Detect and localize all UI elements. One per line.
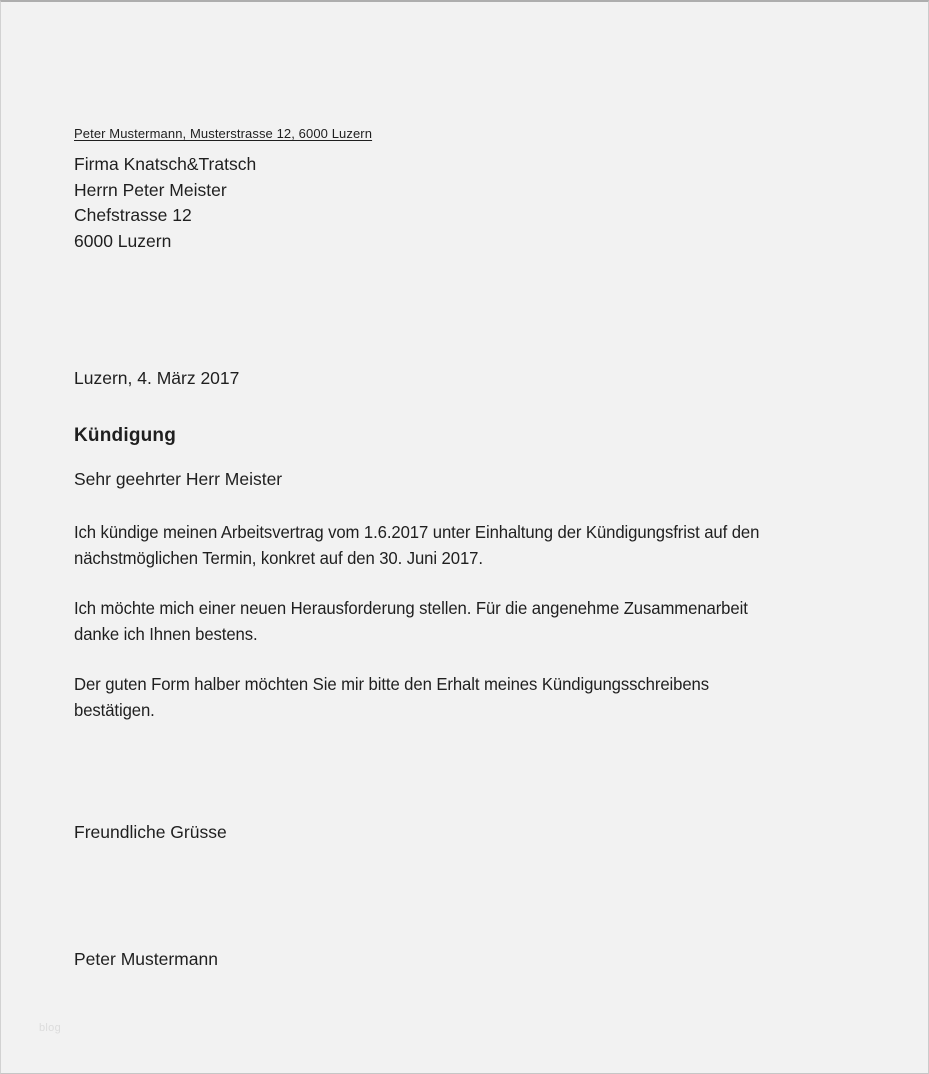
signature-name: Peter Mustermann — [74, 949, 218, 969]
date-line: Luzern, 4. März 2017 — [74, 368, 240, 388]
paragraph-line: Der guten Form halber möchten Sie mir bitte den Erhalt meines Kündigungsschreibens — [74, 674, 710, 694]
body-paragraph-3 — [74, 671, 739, 723]
paragraph-line: danke ich Ihnen bestens. — [74, 624, 258, 644]
recipient-city: 6000 Luzern — [74, 230, 172, 251]
paragraph-line: Ich möchte mich einer neuen Herausforderung stellen. Für die angenehme Zusammenarbeit — [74, 598, 748, 618]
recipient-address-block — [74, 152, 256, 254]
salutation: Sehr geehrter Herr Meister — [74, 469, 283, 489]
sender-address-line: Peter Mustermann, Musterstrasse 12, 6000 Luzern — [74, 126, 373, 141]
recipient-company: Firma Knatsch&Tratsch — [74, 154, 257, 174]
recipient-street: Chefstrasse 12 — [74, 205, 192, 226]
paragraph-line: bestätigen. — [74, 700, 155, 720]
subject-heading: Kündigung — [74, 425, 177, 446]
paragraph-line: nächstmöglichen Termin, konkret auf den 30. Juni 2017. — [74, 548, 483, 568]
body-paragraph-2 — [74, 595, 780, 647]
watermark-text: blog — [39, 1022, 61, 1034]
closing-phrase: Freundliche Grüsse — [74, 822, 227, 842]
paragraph-line: Ich kündige meinen Arbeitsvertrag vom 1.6.2017 unter Einhaltung der Kündigungsfrist auf den — [74, 522, 760, 542]
recipient-name: Herrn Peter Meister — [74, 179, 227, 200]
body-paragraph-1 — [74, 519, 792, 571]
